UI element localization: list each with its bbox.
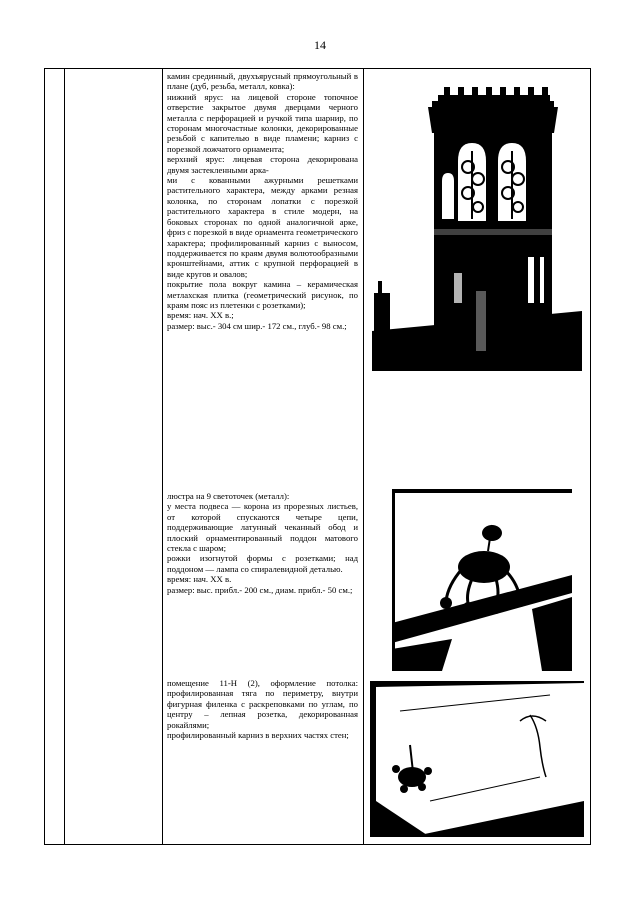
fireplace-description <box>167 71 358 331</box>
description-line: профилированный карниз в верхних частях стен; <box>167 730 349 741</box>
ceiling-photo <box>370 681 584 837</box>
description-line: ми с кованными ажурными решетками растительного характера, между арками резная колонка, по сторонам лопатки с порезкой растительного характера в стиле модерн, на боковых сторонах по одной аналогичной арке, фриз с порезкой в виде орнамента геометрического характера; профилированный карниз с выносом, поддерживается по краям двумя волютообразными кронштейнами, аттик с крупной перфорацией в виде кругов и овалов; <box>167 175 358 279</box>
description-line: помещение 11-Н (2), оформление потолка: профилированная тяга по периметру, внутри фигурная филенка с раскреповками по углам, по центру – лепная розетка, декорированная рокайлями; <box>167 678 358 730</box>
description-line: время: нач. XX в. <box>167 574 232 585</box>
chandelier-photo <box>392 489 572 671</box>
description-line: время: нач. XX в.; <box>167 310 234 321</box>
description-line: покрытие пола вокруг камина – керамическая метлахская плитка (геометрический рисунок, по краям пояс из плетенки с розетками); <box>167 279 358 310</box>
description-line: размер: выс.- 304 см шир.- 172 см., глуб.- 98 см.; <box>167 320 347 331</box>
description-line: верхний ярус: лицевая сторона декорирована двумя застекленными арка- <box>167 154 358 175</box>
name-cell <box>65 69 163 845</box>
chandelier-description <box>167 491 358 595</box>
description-line: нижний ярус: на лицевой стороне топочное отверстие закрытое двумя дверцами черного металла с перфорацией и ручкой типа шарнир, по сторонам многочастные колонки, декорированные резьбой с капителью в виде пламени; карниз с порезкой ложчатого орнамента; <box>167 91 358 154</box>
ceiling-description <box>167 678 358 740</box>
photo-cell <box>364 69 591 845</box>
inventory-table <box>44 68 591 845</box>
description-line: размер: выс. прибл.- 200 см., диам. прибл.- 50 см.; <box>167 584 353 595</box>
description-line: рожки изогнутой формы с розетками; над поддоном — лампа со спиралевидной деталью. <box>167 553 358 574</box>
fireplace-photo <box>372 81 582 371</box>
page-number: 14 <box>314 38 326 52</box>
description-line: камин срединный, двухъярусный прямоугольный в плане (дуб, резьба, металл, ковка): <box>167 71 358 92</box>
description-line: у места подвеса — корона из прорезных листьев, от которой спускаются четыре цепи, поддерживающие латунный чеканный обод и плоский орнаментированный поддон матового стекла с шаром; <box>167 501 358 554</box>
index-cell <box>45 69 65 845</box>
description-cell <box>163 69 364 845</box>
description-line: люстра на 9 светоточек (металл): <box>167 491 290 501</box>
